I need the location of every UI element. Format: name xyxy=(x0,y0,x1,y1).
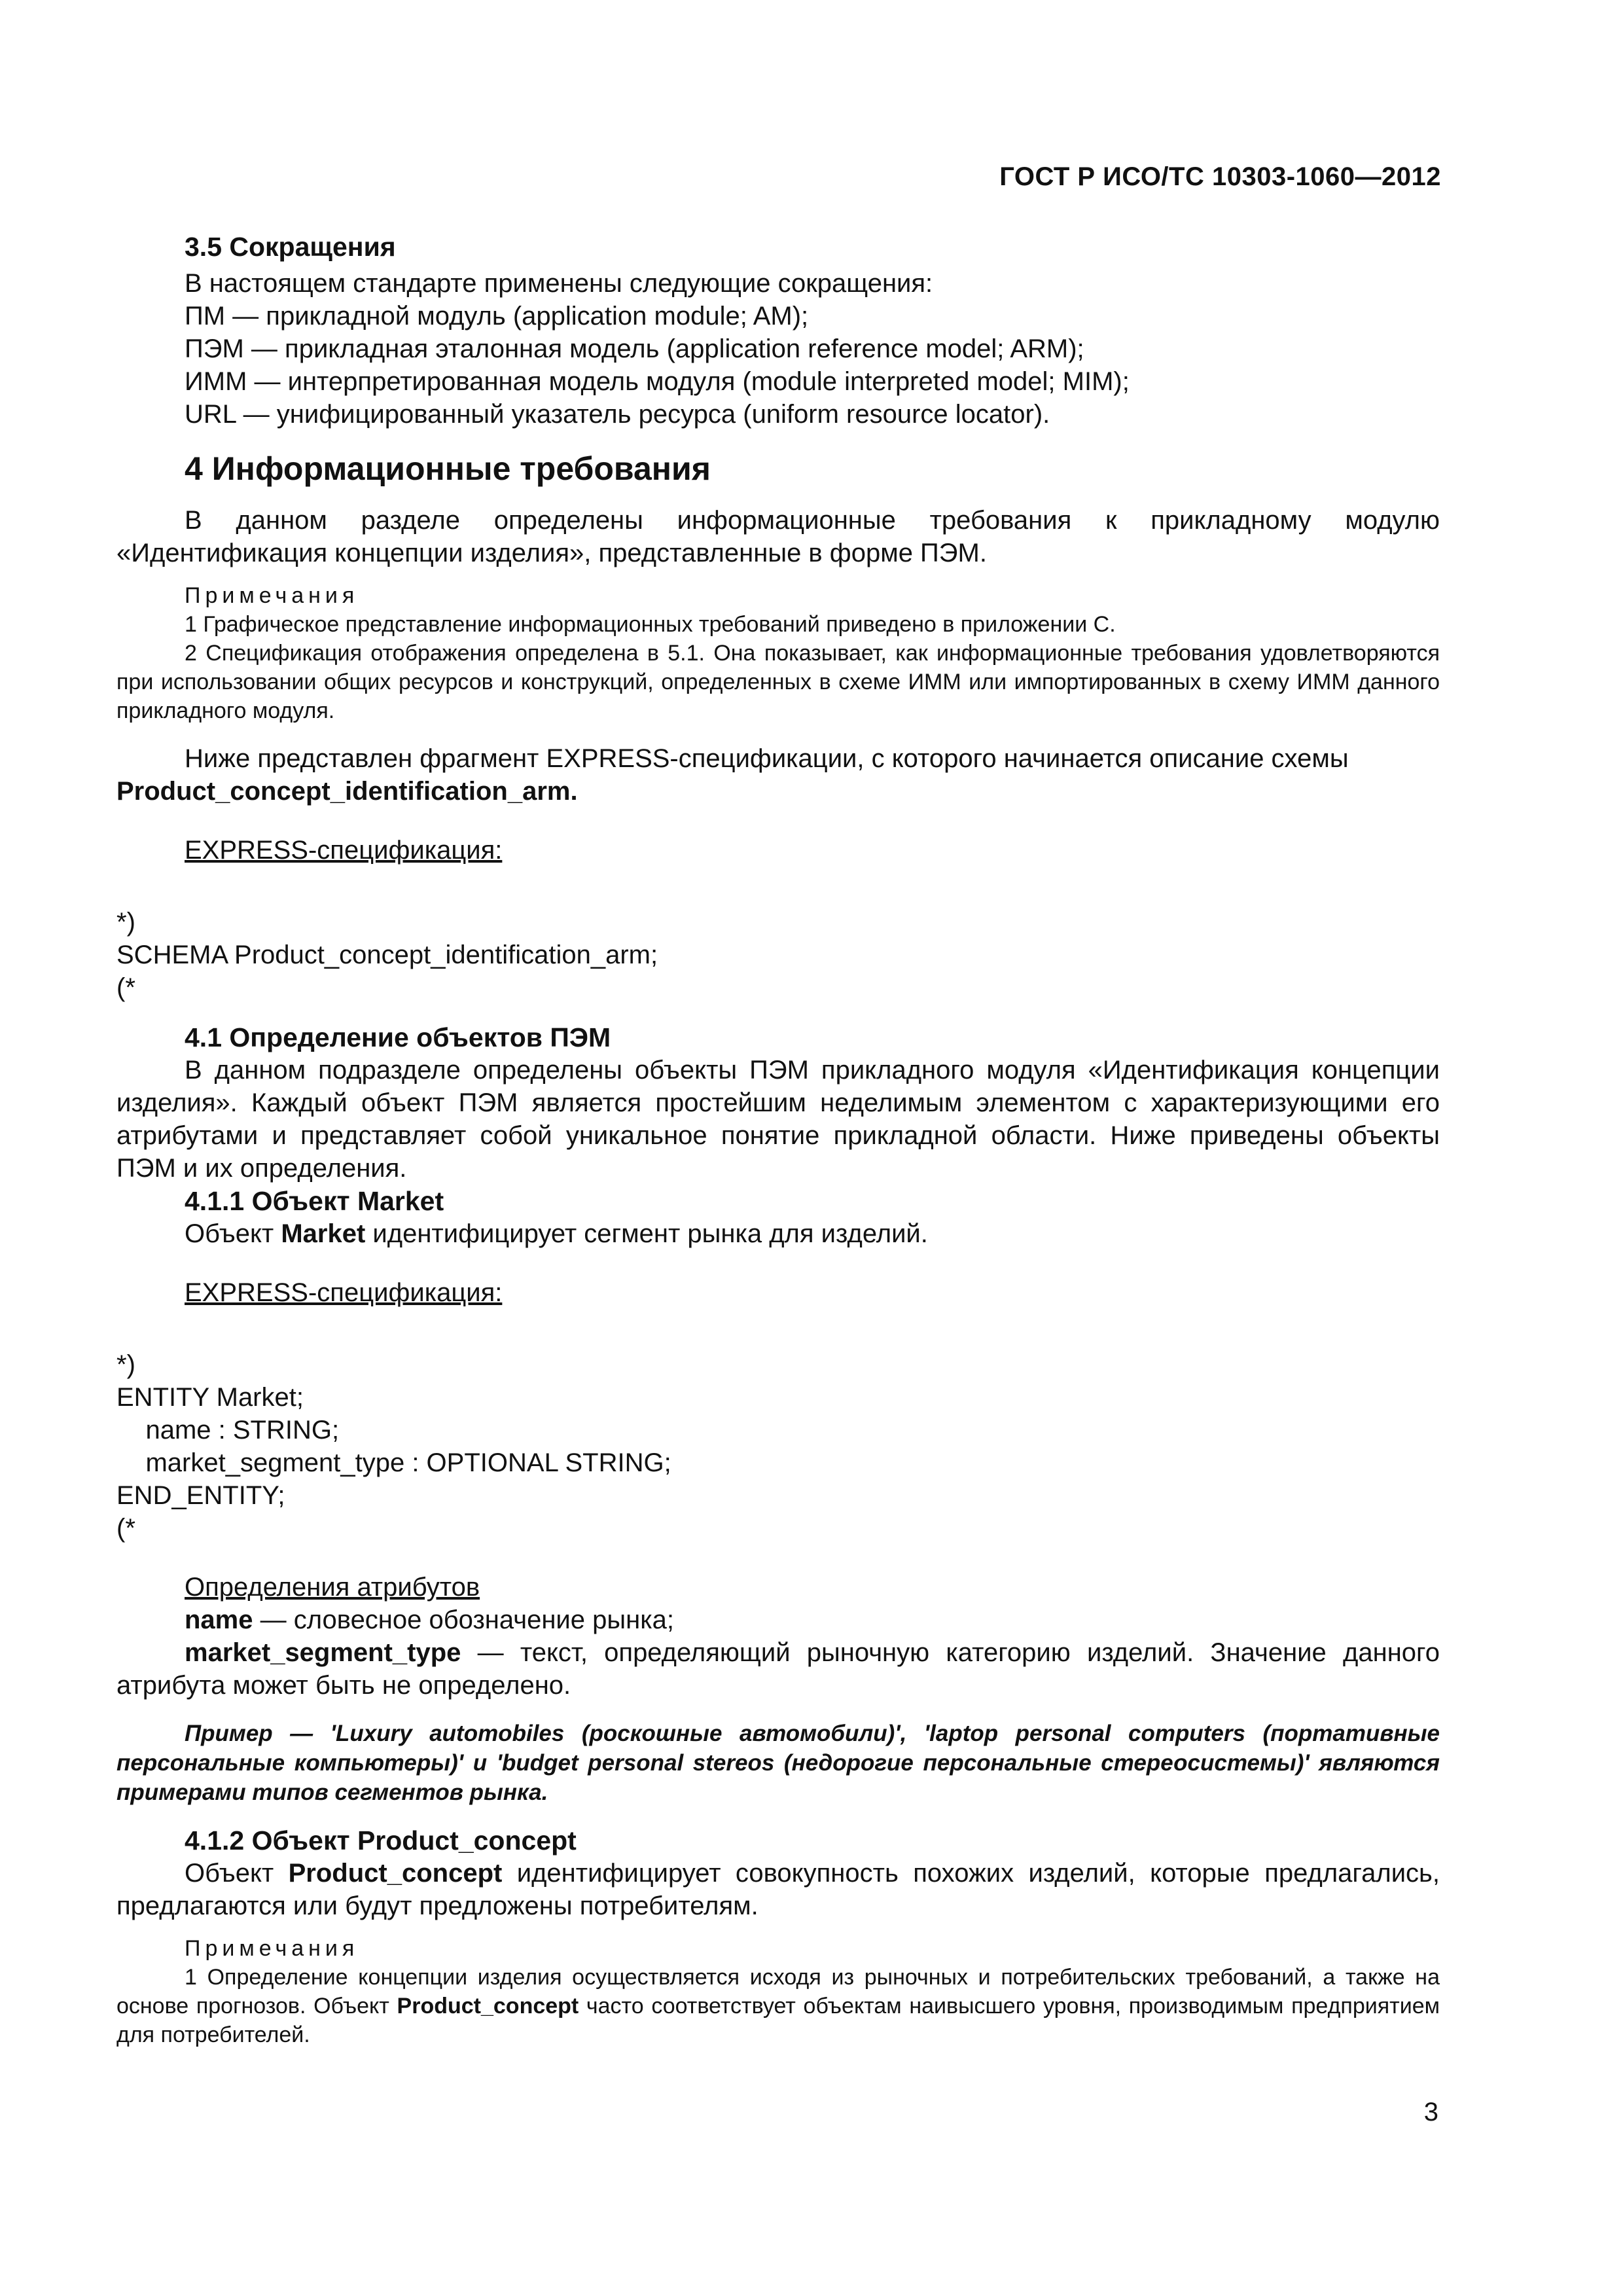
schema-name: Product_concept_identification_arm. xyxy=(116,777,578,806)
market-description: Объект Market идентифицирует сегмент рынка для изделий. xyxy=(185,1219,928,1248)
example-note: Пример — 'Luxury automobiles (роскошные автомобили)', 'laptop personal computers (портативные персональные компьютеры)' и 'budget personal stereos (недорогие персональные стереосистемы)' являются примерами типов сегментов рынка. xyxy=(116,1721,1440,1805)
section-4-1-1-title: 4.1.1 Объект Market xyxy=(185,1186,444,1216)
express-code-market: *) ENTITY Market; name : STRING; market_segment_type : OPTIONAL STRING; END_ENTITY; (* xyxy=(116,1350,671,1543)
note-2: 2 Спецификация отображения определена в 5.1. Она показывает, как информационные требования удовлетворяются при использовании общих ресурсов и конструкций, определенных в схеме ИММ или импортированных в схему ИММ данного прикладного модуля. xyxy=(116,641,1440,723)
notes-label: Примечания xyxy=(185,1936,359,1961)
section-4-title: 4 Информационные требования xyxy=(185,450,711,487)
product-concept-description: Объект Product_concept идентифицирует совокупность похожих изделий, которые предлагались, предлагаются или будут предложены потребителям. xyxy=(116,1859,1440,1920)
note-1: 1 Определение концепции изделия осуществляется исходя из рыночных и потребительских требований, а также на основе прогнозов. Объект Product_concept часто соответствует объектам наивысшего уровня, производимым предприятием для потребителей. xyxy=(116,1965,1440,2047)
attribute-name-definition: name — словесное обозначение рынка; xyxy=(185,1605,674,1634)
market-entity-name: Market xyxy=(281,1219,366,1248)
notes-label: Примечания xyxy=(185,583,359,608)
page-number: 3 xyxy=(1423,2098,1438,2126)
note-1: 1 Графическое представление информационных требований приведено в приложении С. xyxy=(185,612,1116,637)
abbrev-item: ИММ — интерпретированная модель модуля (module interpreted model; MIM); xyxy=(185,367,1130,396)
section-3-5-intro: В настоящем стандарте применены следующие сокращения: xyxy=(185,269,933,298)
abbrev-item: ПМ — прикладной модуль (application module; AM); xyxy=(185,302,809,331)
attribute-definitions-label: Определения атрибутов xyxy=(185,1573,480,1602)
section-4-1-paragraph: В данном подразделе определены объекты ПЭМ прикладного модуля «Идентификация концепции изделия». Каждый объект ПЭМ является простейшим неделимым элементом с характеризующими его атрибутами и представляет собой уникальное понятие прикладной области. Ниже приведены объекты ПЭМ и их определения. xyxy=(116,1056,1440,1183)
express-spec-label: EXPRESS-спецификация: xyxy=(185,1278,503,1307)
section-3-5-title: 3.5 Сокращения xyxy=(185,232,396,262)
section-4-1-2-title: 4.1.2 Объект Product_concept xyxy=(185,1825,577,1856)
attribute-market-segment-type-definition: market_segment_type — текст, определяющий рыночную категорию изделий. Значение данного атрибута может быть не определено. xyxy=(116,1638,1440,1700)
page-content xyxy=(116,230,1440,2049)
section-4-paragraph: В данном разделе определены информационные требования к прикладному модулю «Идентификация концепции изделия», представленные в форме ПЭМ. xyxy=(116,506,1440,567)
document-number: ГОСТ Р ИСО/ТС 10303-1060—2012 xyxy=(999,162,1441,191)
express-code-schema: *) SCHEMA Product_concept_identification_arm; (* xyxy=(116,908,658,1002)
abbrev-item: ПЭМ — прикладная эталонная модель (application reference model; ARM); xyxy=(185,334,1084,363)
express-spec-label: EXPRESS-спецификация: xyxy=(185,836,503,865)
express-intro: Ниже представлен фрагмент EXPRESS-спецификации, с которого начинается описание схемы xyxy=(185,744,1349,773)
section-4-1-title: 4.1 Определение объектов ПЭМ xyxy=(185,1022,611,1052)
abbrev-item: URL — унифицированный указатель ресурса (uniform resource locator). xyxy=(185,400,1050,429)
